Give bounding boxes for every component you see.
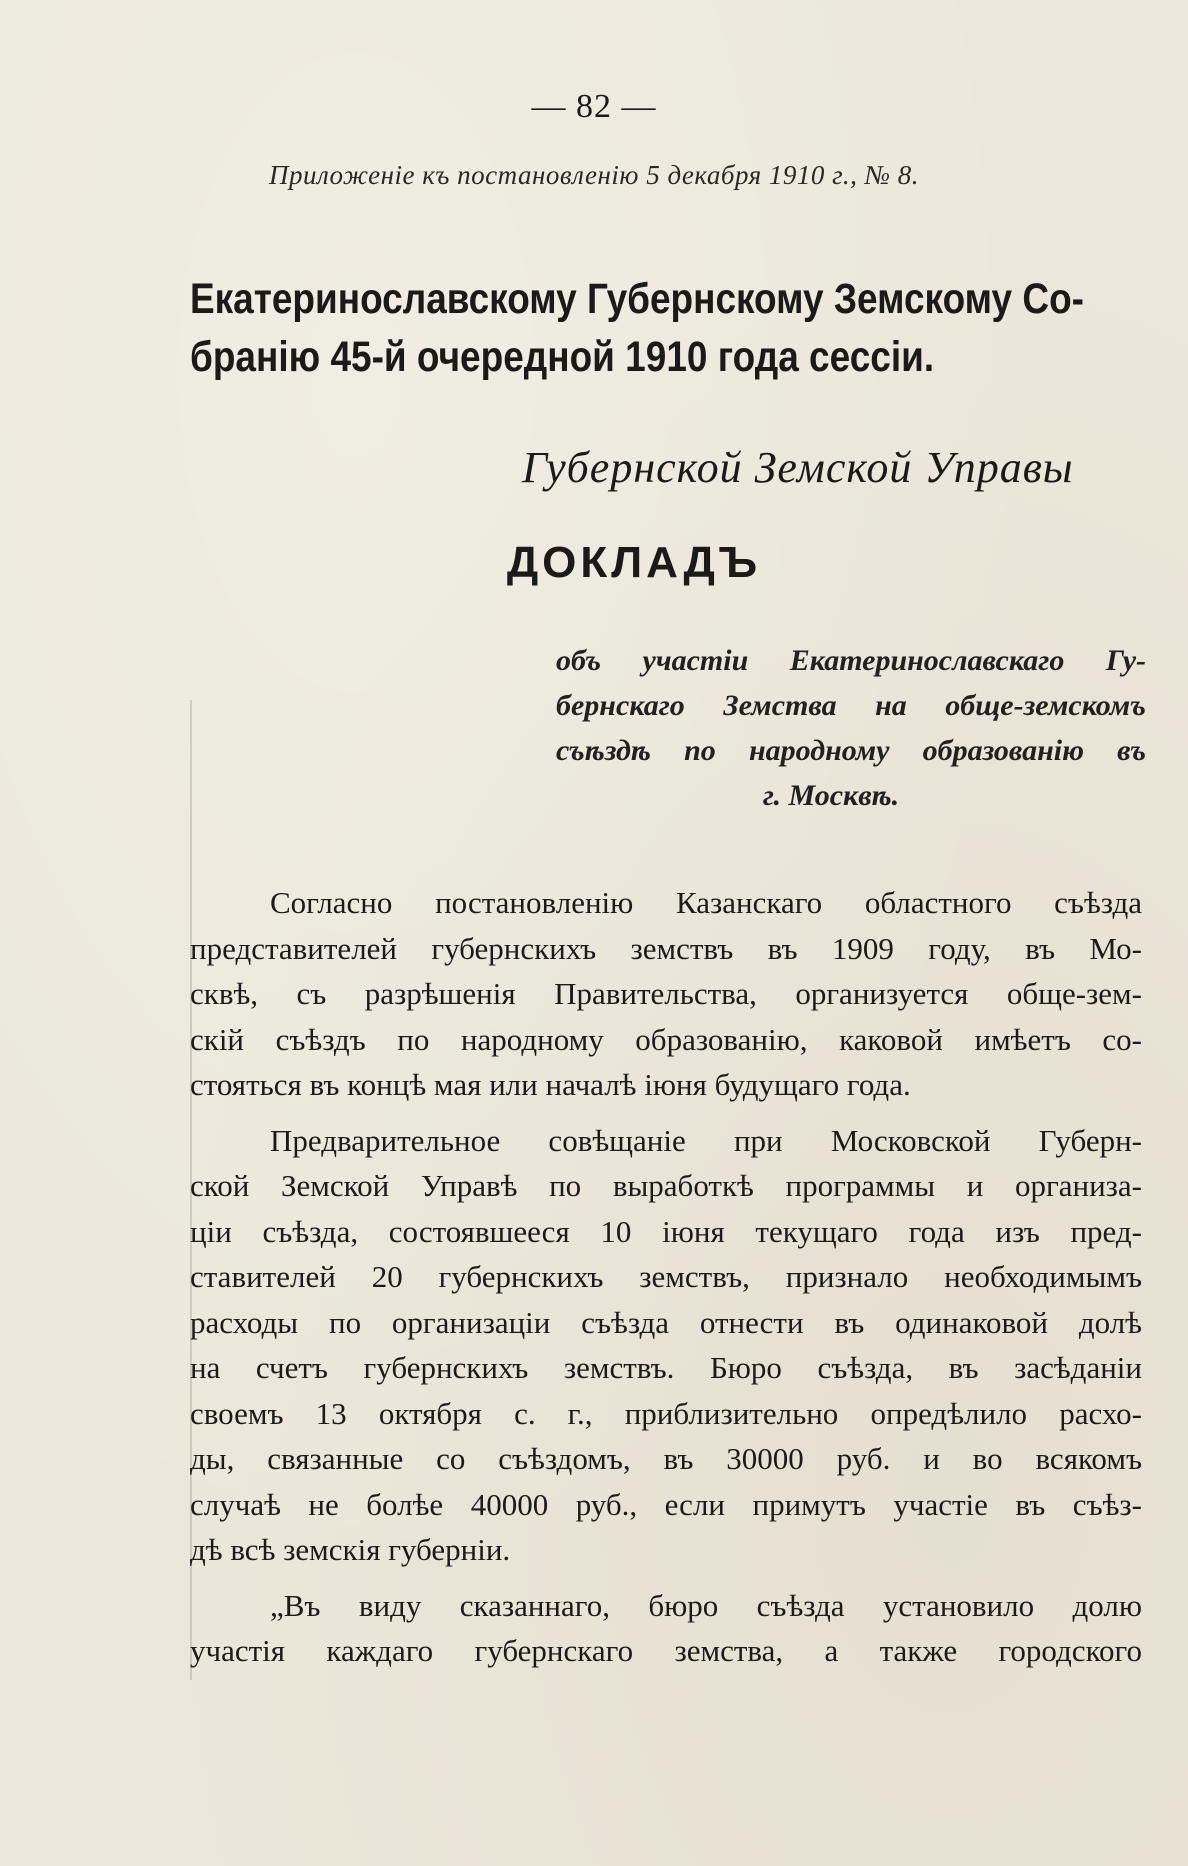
report-title: ДОКЛАДЪ (506, 538, 762, 587)
subject-line-3: съѣздѣ по народному образованію въ (556, 734, 1146, 767)
body-line: ской Земской Управѣ по выработкѣ программы и организа- (190, 1168, 1142, 1203)
body-line: Предварительное совѣщаніе при Московской Губерн- (270, 1122, 1142, 1158)
subject-line-2: бернскаго Земства на обще-земскомъ (556, 689, 1146, 722)
heading-line-1: Екатеринославскому Губернскому Земскому Со- (190, 275, 1084, 323)
body-line: стояться въ концѣ мая или началѣ іюня будущаго года. (190, 1067, 911, 1102)
subject-line-4: г. Москвѣ. (762, 779, 900, 812)
body-line: на счетъ губернскихъ земствъ. Бюро съѣзда, въ засѣданіи (190, 1350, 1142, 1385)
appendix-note: Приложеніе къ постановленію 5 декабря 1910 г., № 8. (268, 160, 920, 190)
body-line: случаѣ не болѣе 40000 руб., если примутъ участіе въ съѣз- (190, 1486, 1142, 1522)
page-number: — 82 — (531, 88, 657, 125)
paragraph-2 (190, 1118, 1142, 1573)
body-line: Согласно постановленію Казанскаго областного съѣзда (270, 885, 1142, 920)
subject-line-1: объ участіи Екатеринославскаго Гу- (556, 644, 1146, 677)
body-line: своемъ 13 октября с. г., приблизительно опредѣлило расхо- (190, 1395, 1142, 1431)
body-line: ды, связанные со съѣздомъ, въ 30000 руб. и во всякомъ (190, 1441, 1142, 1476)
body-line: ціи съѣзда, состоявшееся 10 іюня текущаго года изъ пред- (190, 1213, 1142, 1249)
body-line: расходы по организаціи съѣзда отнести въ одинаковой долѣ (190, 1304, 1142, 1340)
body-line: сквѣ, съ разрѣшенія Правительства, организуется обще-зем- (190, 976, 1142, 1011)
paragraph-3 (190, 1583, 1142, 1674)
paragraph-gap (190, 1573, 1142, 1583)
heading-line-2: бранію 45-й очередной 1910 года сессіи. (190, 333, 935, 381)
report-subject (556, 638, 1146, 818)
board-title: Губернской Земской Управы (522, 443, 1074, 492)
report-body (190, 880, 1142, 1674)
body-line: представителей губернскихъ земствъ въ 1909 году, въ Мо- (190, 930, 1142, 966)
body-line: ставителей 20 губернскихъ земствъ, признало необходимымъ (190, 1259, 1142, 1294)
body-line: скій съѣздъ по народному образованію, каковой имѣетъ со- (190, 1021, 1142, 1057)
paragraph-gap (190, 1108, 1142, 1118)
document-heading (190, 270, 1145, 386)
body-line: участія каждаго губернскаго земства, а также городского (190, 1633, 1142, 1668)
paragraph-1 (190, 880, 1142, 1108)
body-line: дѣ всѣ земскія губерніи. (190, 1532, 511, 1567)
body-line: „Въ виду сказаннаго, бюро съѣзда установило долю (270, 1587, 1142, 1623)
